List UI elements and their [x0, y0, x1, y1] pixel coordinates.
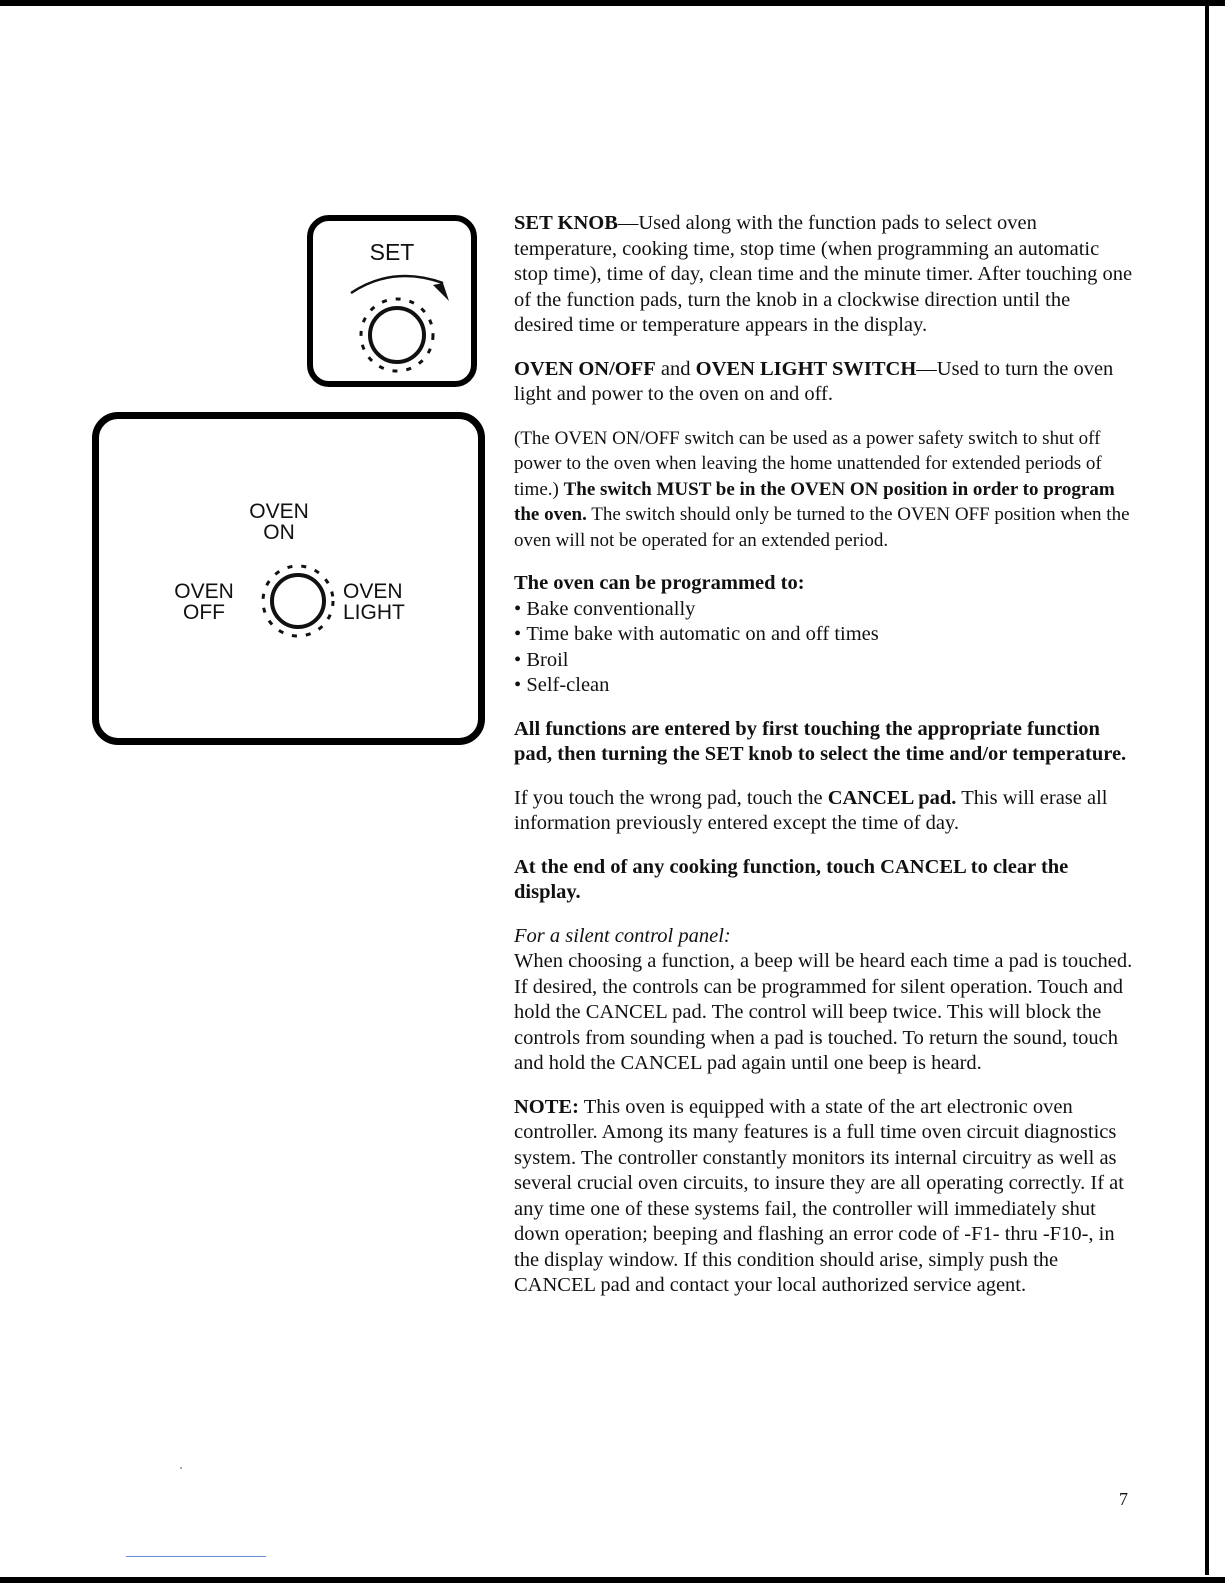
- power-safety-paragraph: (The OVEN ON/OFF switch can be used as a power safety switch to shut off power to the oven when leaving the home unattended for extended periods of time.) The switch MUST be in the OVEN ON position in order to program the oven. The switch should only be turned to the OVEN OFF position when the oven will not be operated for an extended period.: [514, 427, 1130, 551]
- oven-switch-knob-icon: [99, 419, 478, 738]
- scan-artifact-line: [126, 1556, 266, 1557]
- list-item: • Self-clean: [514, 673, 1134, 699]
- list-item: • Time bake with automatic on and off times: [514, 622, 1134, 648]
- oven-on-label: OVEN ON: [249, 500, 309, 544]
- right-border-rule: [1205, 0, 1209, 1575]
- set-knob-paragraph: SET KNOB—Used along with the function pads to select oven temperature, cooking time, stop time (when programming an automatic stop time), time of day, clean time and the minute timer. After touching one of the function pads, turn the knob in a clockwise direction until the desired time or temperature appears in the display.: [514, 212, 1133, 336]
- set-knob-panel: [307, 215, 477, 387]
- note-paragraph: NOTE: This oven is equipped with a state of the art electronic oven controller. Among its many features is a full time oven circuit diagnostics system. The controller constantly monitors its internal circuitry as well as several crucial oven circuits, to insure they are all operating correctly. If at any time one of these systems fail, the controller will immediately shut down operation; beeping and flashing an error code of -F1- thru -F10-, in the display window. If this condition should arise, simply push the CANCEL pad and contact your local authorized service agent.: [514, 1095, 1124, 1296]
- page-number: 7: [1119, 1489, 1128, 1509]
- oven-light-label: OVEN LIGHT: [343, 580, 405, 624]
- silent-panel-paragraph: When choosing a function, a beep will be heard each time a pad is touched. If desired, the controls can be programmed for silent operation. Touch and hold the CANCEL pad. The control will beep twice. This will block the controls from sounding when a pad is touched. To return the sound, touch and hold the CANCEL pad again until one beep is heard.: [514, 950, 1133, 1074]
- oven-switch-panel: [92, 412, 485, 745]
- bottom-border-rule: [0, 1577, 1225, 1583]
- functions-entry-paragraph: All functions are entered by first touching the appropriate function pad, then turning the SET knob to select the time and/or temperature.: [514, 717, 1127, 765]
- set-knob-label: SET: [369, 239, 415, 265]
- wrong-pad-paragraph: If you touch the wrong pad, touch the CANCEL pad. This will erase all information previously entered except the time of day.: [514, 786, 1108, 834]
- cancel-display-paragraph: At the end of any cooking function, touch CANCEL to clear the display.: [514, 855, 1069, 903]
- oven-off-label: OVEN OFF: [174, 580, 234, 624]
- top-border-rule: [0, 0, 1225, 6]
- program-list: [514, 597, 1134, 699]
- silent-panel-heading: For a silent control panel:: [514, 924, 731, 947]
- list-item: • Bake conventionally: [514, 597, 1134, 623]
- list-item: • Broil: [514, 648, 1134, 674]
- oven-switch-paragraph: OVEN ON/OFF and OVEN LIGHT SWITCH—Used to turn the oven light and power to the oven on and off.: [514, 357, 1114, 405]
- text-column: [514, 211, 1134, 1299]
- program-list-heading: The oven can be programmed to:: [514, 572, 805, 594]
- set-knob-icon: [313, 221, 471, 381]
- scan-artifact-dot: [180, 1467, 182, 1469]
